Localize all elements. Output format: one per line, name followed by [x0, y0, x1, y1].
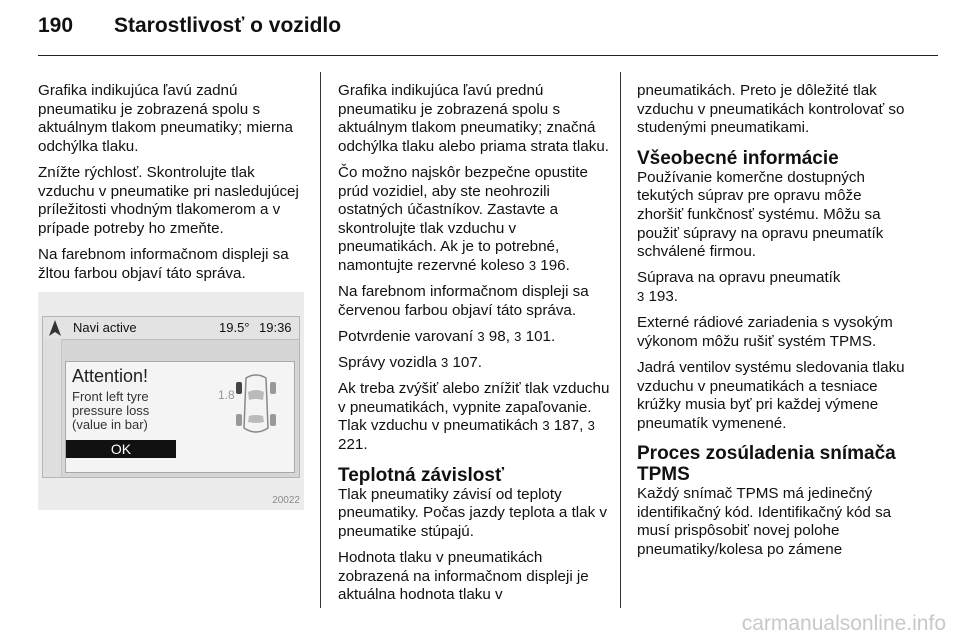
column-1 [38, 82, 308, 291]
message-line: (value in bar) [72, 417, 148, 432]
message-line: pressure loss [72, 403, 150, 418]
page-number: 190 [38, 14, 74, 37]
message-line: Front left tyre [72, 389, 149, 404]
display-screen [42, 316, 300, 478]
paragraph [338, 164, 610, 276]
clock-readout: 19:36 [259, 320, 292, 335]
paragraph-text: Čo možno najskôr bezpečne opustite prúd vozidiel, aby ste neohrozili ostatných účastníkov. Zastavte a skontrolujte tlak vzduchu v pneumatikách. Ak je to potrebné, namontujte rezervné koleso [338, 163, 588, 274]
page-reference-icon: 3 [542, 418, 550, 434]
section-heading: Proces zosúladenia snímača TPMS [637, 443, 896, 486]
figure-id: 20022 [272, 495, 300, 506]
paragraph-text: Potvrdenie varovaní [338, 327, 474, 345]
car-top-view-icon [234, 372, 278, 436]
paragraph [338, 380, 610, 454]
paragraph: Každý snímač TPMS má jedinečný identifikačný kód. Identifikačný kód sa musí prispôsobiť novej polohe pneumatiky/kolesa po zámene [637, 485, 892, 559]
paragraph [637, 269, 905, 306]
paragraph: Grafika indikujúca ľavú zadnú pneumatiku je zobrazená spolu s aktuálnym tlakom pneumatiky; mierna odchýlka tlaku. [38, 82, 293, 155]
paragraph: Jadrá ventilov systému sledovania tlaku vzduchu v pneumatikách a tesniace krúžky musia byť pri každej výmene pneumatík vymenené. [637, 358, 905, 432]
page-reference-icon: 3 [587, 418, 595, 434]
display-status-bar [43, 317, 299, 340]
paragraph-text: Súprava na opravu pneumatík [637, 269, 841, 287]
page-reference-icon: 3 [441, 355, 449, 371]
tyre-pressure-value: 1.8 [218, 388, 235, 402]
page-title: Starostlivosť o vozidlo [114, 14, 342, 37]
page-reference[interactable]: 187, [553, 417, 584, 435]
warning-panel [65, 361, 295, 473]
page-header [38, 14, 341, 38]
paragraph: Grafika indikujúca ľavú prednú pneumatiku je zobrazená spolu s aktuálnym tlakom pneumatiky; značná odchýlka tlaku alebo priama strata tlaku. [338, 82, 609, 155]
paragraph: Tlak pneumatiky závisí od teploty pneumatiky. Počas jazdy teplota a tlak v pneumatike stúpajú. [338, 485, 608, 540]
display-side-strip [43, 339, 62, 477]
paragraph-text: Ak treba zvýšiť alebo znížiť tlak vzduchu v pneumatikách, vypnite zapaľovanie. Tlak vzduchu v pneumatikách [338, 380, 610, 435]
column-divider [320, 72, 321, 608]
section-heading: Teplotná závislosť [338, 464, 505, 486]
ok-button[interactable]: OK [66, 440, 176, 458]
paragraph [338, 354, 610, 373]
page-reference-icon: 3 [514, 328, 522, 344]
paragraph: Na farebnom informačnom displeji sa žltou farbou objaví táto správa. [38, 245, 289, 282]
nav-status-label: Navi active [73, 320, 137, 335]
header-rule [38, 55, 938, 56]
attention-title: Attention! [72, 366, 149, 386]
page-reference[interactable]: 193. [648, 287, 679, 305]
page-reference[interactable]: 107. [452, 354, 483, 372]
paragraph: pneumatikách. Preto je dôležité tlak vzduchu v pneumatikách kontrolovať so studenými pneumatikami. [637, 82, 905, 137]
info-display-figure [38, 292, 304, 510]
temperature-readout: 19.5° [219, 320, 250, 335]
page-reference[interactable]: 196. [540, 256, 570, 274]
paragraph: Hodnota tlaku v pneumatikách zobrazená na informačnom displeji je aktuálna hodnota tlaku v [338, 549, 589, 604]
paragraph [338, 328, 610, 347]
column-2 [338, 82, 610, 612]
paragraph: Externé rádiové zariadenia s vysokým výkonom môžu rušiť systém TPMS. [637, 314, 893, 350]
page-reference-icon: 3 [637, 288, 645, 304]
warning-message [72, 390, 149, 432]
column-3 [637, 82, 905, 567]
page-reference[interactable]: 221. [338, 436, 368, 454]
page-reference[interactable]: 101. [525, 327, 556, 345]
page-reference[interactable]: 98, [488, 327, 510, 345]
watermark: carmanualsonline.info [741, 612, 946, 635]
navigation-arrow-icon [48, 320, 62, 336]
page-reference-icon: 3 [528, 257, 537, 273]
section-heading: Všeobecné informácie [637, 147, 839, 169]
paragraph-text: Správy vozidla [338, 354, 437, 372]
page-reference-icon: 3 [477, 328, 485, 344]
column-divider [620, 72, 621, 608]
paragraph: Používanie komerčne dostupných tekutých súprav pre opravu môže zhoršiť funkčnosť systému. Môžu sa použiť súpravy na opravu pneumatík schválené firmou. [637, 168, 884, 261]
paragraph: Znížte rýchlosť. Skontrolujte tlak vzduchu v pneumatike pri nasledujúcej príležitosti vhodným tlakomerom a v prípade potreby ho zmeňte. [38, 163, 299, 237]
paragraph: Na farebnom informačnom displeji sa červenou farbou objaví táto správa. [338, 283, 589, 319]
